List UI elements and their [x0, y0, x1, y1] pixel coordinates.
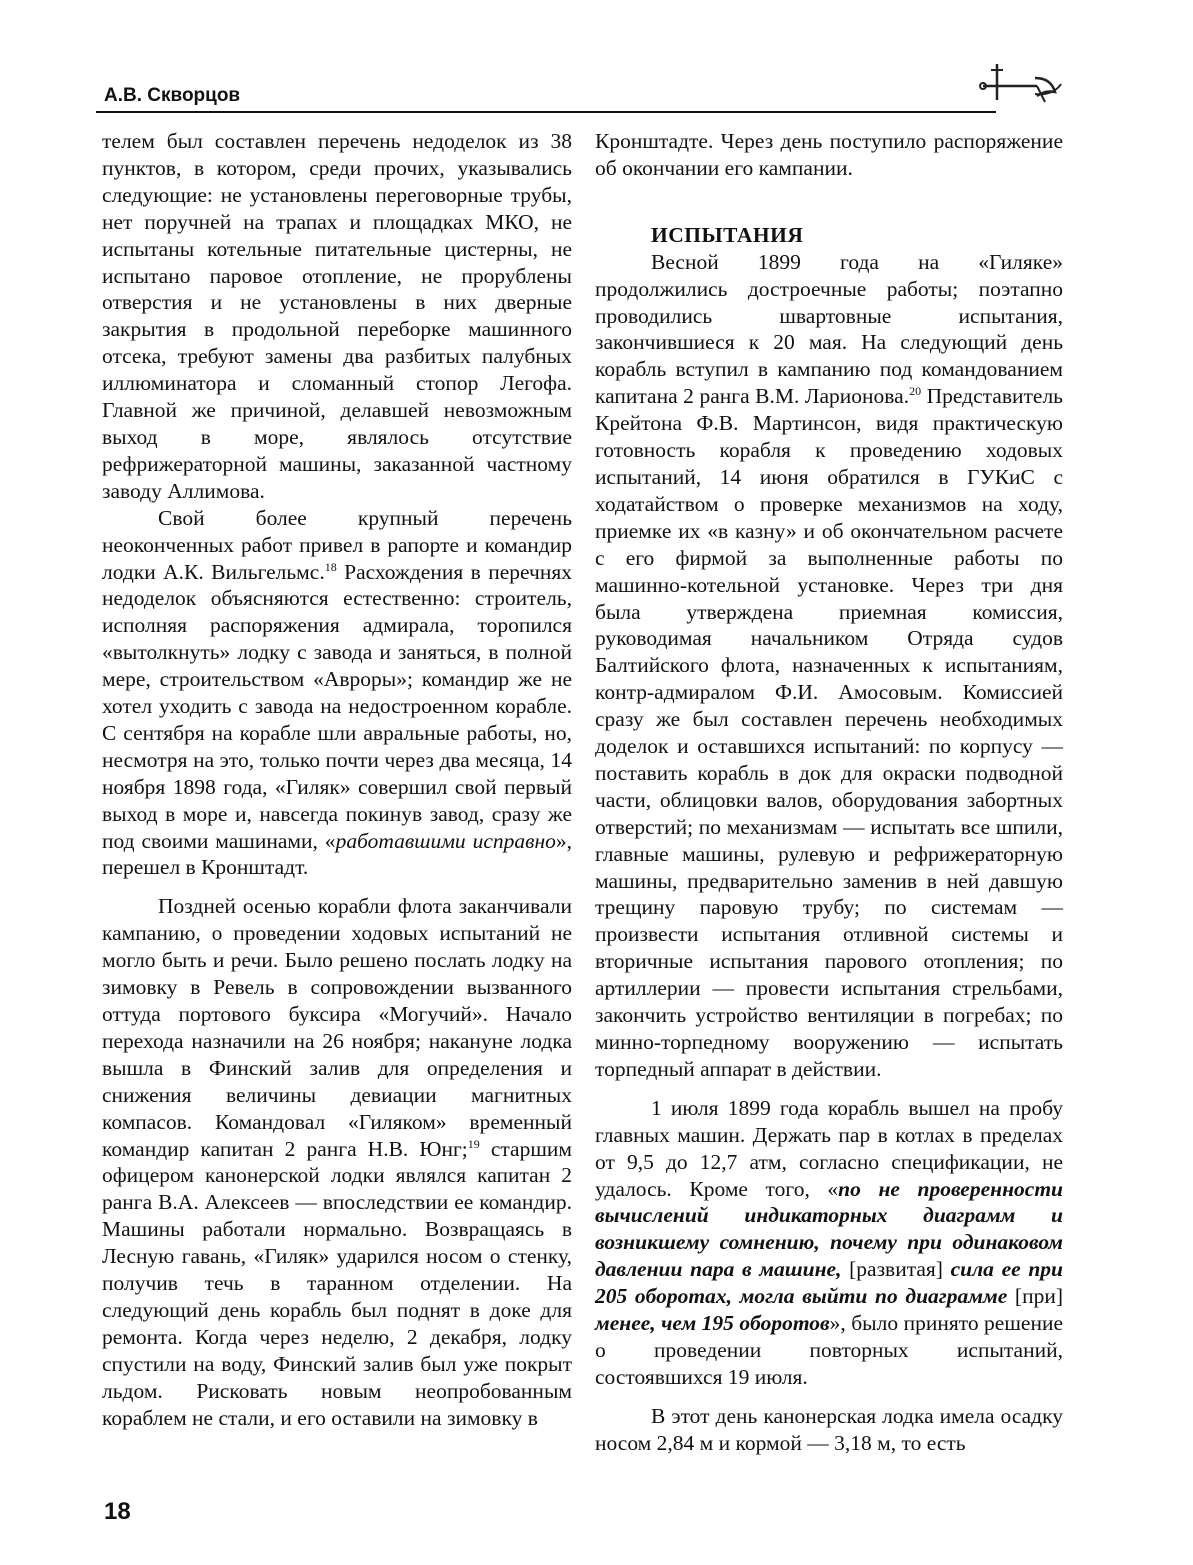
paragraph [595, 249, 1063, 1083]
footnote-ref: 20 [909, 384, 922, 399]
running-header-author: А.В. Скворцов [104, 85, 241, 106]
paragraph [595, 1095, 1063, 1391]
quoted-italic-text: по не проверенности вычислений индикаторных диаграмм и возникшему сомнению, почему при одинаковом давлении пара в машине, [595, 1176, 1063, 1282]
left-text-column [102, 128, 572, 1432]
paragraph-text: Свой более крупный перечень неоконченных работ привел в рапорте и командир лодки А.К. Вильгельмс. [102, 505, 572, 584]
quoted-italic-text: менее, чем 195 оборотов [595, 1311, 830, 1336]
paragraph-text: Представитель Крейтона Ф.В. Мартинсон, видя практическую готовность корабля к проведению ходовых испытаний, 14 июня обратился в ГУКиС с ходатайством о проверке механизмов на ходу, приемке их «в казну» и об окончательном расчете с его фирмой за выполненные работы по машинно-котельной установке. Через три дня была утверждена приемная комиссия, руководимая начальником Отряда судов Балтийского флота, назначенных к испытаниям, контр-адмиралом Ф.И. Амосовым. Комиссией сразу же был составлен перечень необходимых доделок и оставшихся испытаний: по корпусу — поставить корабль в док для окраски подводной части, облицовки валов, оборудования забортных отверстий; по механизмам — испытать все шпили, главные машины, рулевую и рефрижераторную машины, предварительно заменив в ней давшую трещину паровую трубу; по системам — произвести испытания отливной системы и вторичные испытания парового отопления; по артиллерии — провести испытания стрельбами, закончить устройство вентиляции в погребах; по минно-торпедному вооружению — испытать торпедный аппарат в действии. [595, 384, 1063, 1081]
paragraph [102, 893, 572, 1431]
paragraph-text: 1 июля 1899 года корабль вышел на пробу главных машин. Держать пар в котлах в пределах от 9,5 до 12,7 атм, согласно спецификации, не удалось. Кроме того, « [595, 1095, 1063, 1201]
paragraph-text: [развитая] [841, 1257, 951, 1282]
paragraph: В этот день канонерская лодка имела осадку носом 2,84 м и кормой — 3,18 м, то есть [595, 1403, 1063, 1455]
footnote-ref: 18 [324, 559, 337, 574]
section-heading: ИСПЫТАНИЯ [651, 222, 804, 247]
page-number: 18 [104, 1498, 131, 1525]
paragraph-text: Поздней осенью корабли флота заканчивали кампанию, о проведении ходовых испытаний не могло быть и речи. Было решено послать лодку на зимовку в Ревель в сопровождении вызванного оттуда портового буксира «Могучий». Начало перехода назначили на 26 ноября; накануне лодка вышла в Финский залив для определения и снижения величины девиации магнитных компасов. Командовал «Гиляком» временный командир капитан 2 ранга Н.В. Юнг; [102, 894, 572, 1161]
anchor-emblem-icon [975, 56, 1070, 116]
paragraph: телем был составлен перечень недоделок из 38 пунктов, в котором, среди прочих, указывались следующие: не установлены переговорные трубы, нет поручней на трапах и площадках МКО, не испытаны котельные питательные цистерны, не испытано паровое отопление, не прорублены отверстия и не установлены в них дверные закрытия в продольной переборке машинного отсека, требуют замены два разбитых палубных иллюминатора и сломанный стопор Легофа. Главной же причиной, делавшей невозможным выход в море, являлось отсутствие рефрижераторной машины, заказанной частному заводу Аллимова. [102, 129, 572, 503]
paragraph [102, 505, 572, 882]
paragraph-text: старшим офицером канонерской лодки являлся капитан 2 ранга В.А. Алексеев — впоследствии ее командир. Машины работали нормально. Возвращаясь в Лесную гавань, «Гиляк» ударился носом о стенку, получив течь в таранном отделении. На следующий день корабль был поднят в доке для ремонта. Когда через неделю, 2 декабря, лодку спустили на воду, Финский залив был уже покрыт льдом. Рисковать новым неопробованным кораблем не стали, и его оставили на зимовку в [102, 1136, 572, 1430]
paragraph-text: », было принято решение о проведении повторных испытаний, состоявшихся 19 июля. [595, 1311, 1064, 1389]
paragraph-text: [при] [1007, 1284, 1063, 1309]
right-text-column [595, 128, 1063, 1457]
header-rule [96, 111, 996, 113]
paragraph-text: », перешел в Кронштадт. [102, 828, 572, 880]
footnote-ref: 19 [467, 1136, 480, 1151]
paragraph-text: Весной 1899 года на «Гиляке» продолжились достроечные работы; поэтапно проводились швартовные испытания, закончившиеся к 20 мая. На следующий день корабль вступил в кампанию под командованием капитана 2 ранга В.М. Ларионова. [595, 249, 1063, 409]
paragraph-text: Расхождения в перечнях недоделок объясняются естественно: строитель, исполняя распоряжения адмирала, торопился «вытолкнуть» лодку с завода и заняться, в полной мере, строительством «Авроры»; командир же не хотел уходить с завода на недостроенном корабле. С сентября на корабле шли авральные работы, но, несмотря на это, только почти через два месяца, 14 ноября 1898 года, «Гиляк» совершил свой первый выход в море и, навсегда покинув завод, сразу же под своими машинами, « [102, 559, 572, 853]
quoted-italic-text: сила ее при 205 оборотах, могла выйти по диаграмме [595, 1257, 1063, 1309]
paragraph: Кронштадте. Через день поступило распоряжение об окончании его кампании. [595, 129, 1063, 180]
quoted-italic-text: работавшими исправно [335, 828, 556, 853]
